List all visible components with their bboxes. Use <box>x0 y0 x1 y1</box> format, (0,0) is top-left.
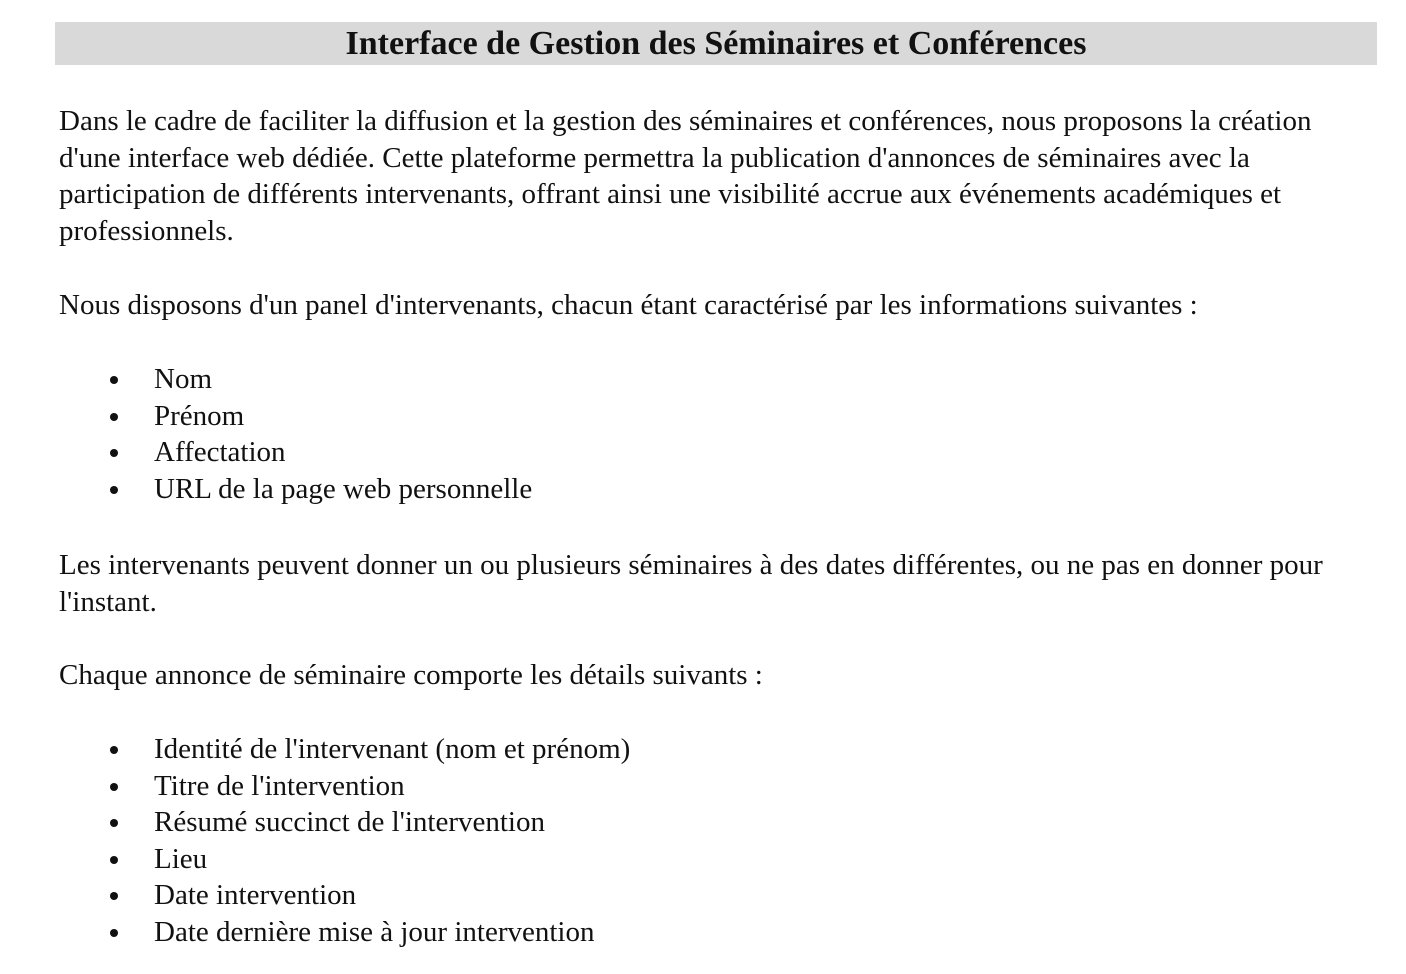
list-item-text: Identité de l'intervenant (nom et prénom) <box>154 733 631 765</box>
list-item-text: Nom <box>154 363 212 395</box>
list-item-text: Date intervention <box>154 879 357 912</box>
bullet-icon <box>110 746 118 754</box>
bullet-icon <box>110 486 118 494</box>
bullet-icon <box>110 376 118 384</box>
list-item-text: Titre de l'intervention <box>154 769 405 802</box>
list-item-text: Résumé succinct de l'intervention <box>154 806 545 839</box>
speakers-intro-paragraph: Nous disposons d'un panel d'intervenants, chacun étant caractérisé par les informations suivantes : <box>59 289 1198 321</box>
title-banner <box>55 22 1377 65</box>
bullet-icon <box>110 929 118 937</box>
bullet-icon <box>110 783 118 791</box>
list-item-text: Prénom <box>154 399 245 432</box>
bullet-icon <box>110 413 118 421</box>
list-item-text: URL de la page web personnelle <box>154 472 533 505</box>
list-item-text: Affectation <box>154 436 286 469</box>
list-item-text: Lieu <box>154 842 208 875</box>
page-title: Interface de Gestion des Séminaires et Conférences <box>345 25 1087 62</box>
bullet-icon <box>110 449 118 457</box>
seminar-intro-paragraph: Chaque annonce de séminaire comporte les détails suivants : <box>59 659 763 691</box>
speakers-note-paragraph: Les intervenants peuvent donner un ou plusieurs séminaires à des dates différentes, ou ne pas en donner pour l'instant. <box>59 549 1323 618</box>
bullet-icon <box>110 856 118 864</box>
bullet-icon <box>110 892 118 900</box>
list-item-text: Date dernière mise à jour intervention <box>154 915 595 948</box>
intro-paragraph: Dans le cadre de faciliter la diffusion et la gestion des séminaires et conférences, nous proposons la création d'une interface web dédiée. Cette plateforme permettra la publication d'annonces de séminaires avec la participation de différents intervenants, offrant ainsi une visibilité accrue aux événements académiques et professionnels. <box>59 105 1312 247</box>
bullet-icon <box>110 819 118 827</box>
